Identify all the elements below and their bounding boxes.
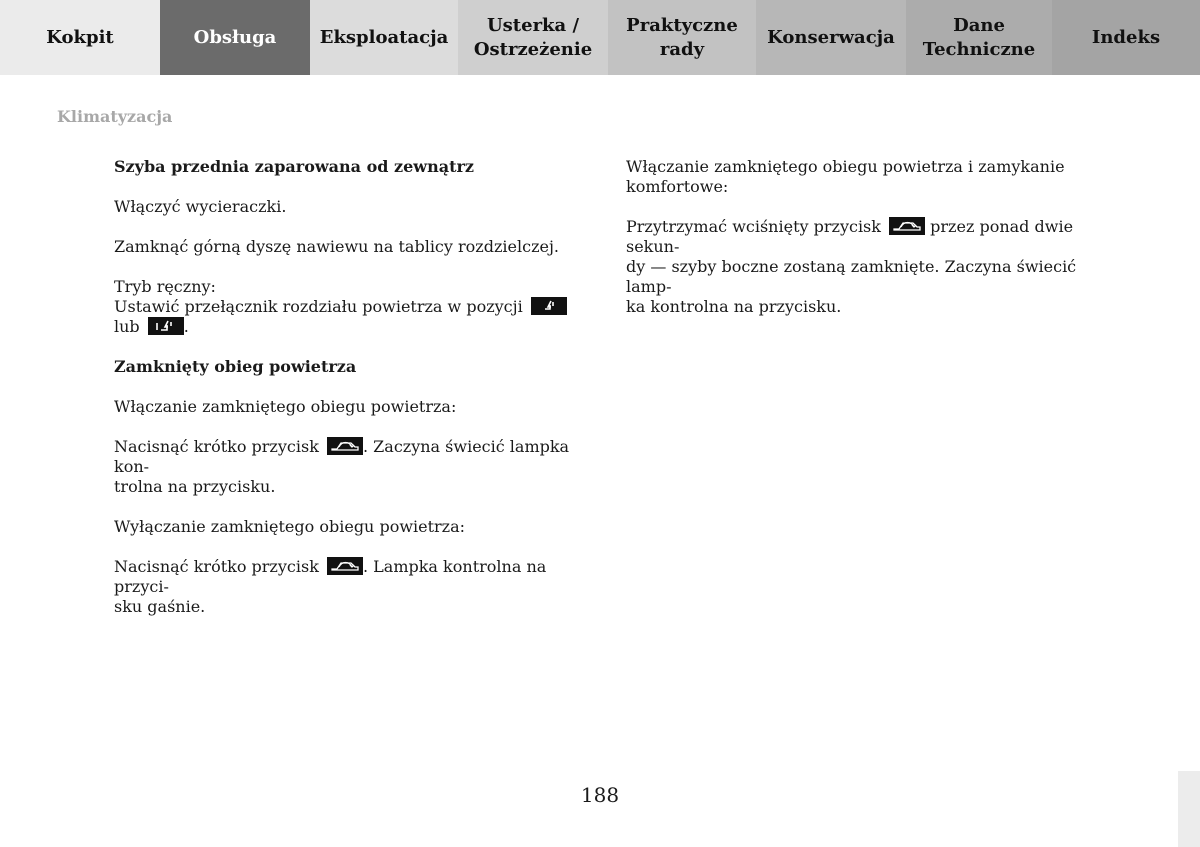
hold-button-text: Przytrzymać wciśnięty przycisk bbox=[626, 217, 881, 236]
paragraph-comfort-closing bbox=[626, 157, 1088, 197]
press-button-text: Nacisnąć krótko przycisk bbox=[114, 437, 319, 456]
lamp-text: ka kontrolna na przycisku. bbox=[626, 297, 842, 316]
paragraph-wipers: Włączyć wycieraczki. bbox=[114, 197, 287, 216]
chapter-tab-usterka[interactable]: Usterka / Ostrzeżenie bbox=[458, 0, 608, 75]
air-distribution-windshield-icon bbox=[531, 297, 567, 315]
chapter-tabs bbox=[0, 0, 1200, 75]
side-windows-text: dy — szyby boczne zostaną zamknięte. Zaczyna świecić lamp- bbox=[626, 257, 1077, 296]
comfort-closing-text-cont: komfortowe: bbox=[626, 177, 729, 196]
lamp-off-text-cont: sku gaśnie. bbox=[114, 597, 206, 616]
chapter-tab-eksploatacja[interactable]: Eksploatacja bbox=[310, 0, 458, 75]
chapter-tab-dane[interactable]: Dane Techniczne bbox=[906, 0, 1052, 75]
manual-mode-text: Ustawić przełącznik rozdziału powietrza w pozycji bbox=[114, 297, 523, 316]
paragraph-press-button-on bbox=[114, 437, 576, 497]
paragraph-close-vent: Zamknąć górną dyszę nawiewu na tablicy rozdzielczej. bbox=[114, 237, 560, 256]
or-label: lub bbox=[114, 317, 140, 336]
lamp-on-text: . Zaczyna świecić lampka kon- bbox=[114, 437, 570, 476]
page-number: 188 bbox=[580, 783, 620, 807]
recirculation-button-icon bbox=[889, 217, 925, 235]
recirculation-button-icon bbox=[327, 557, 363, 575]
chapter-tab-obsługa[interactable]: Obsługa bbox=[160, 0, 310, 75]
paragraph-press-button-off bbox=[114, 557, 576, 617]
section-title: Klimatyzacja bbox=[57, 107, 173, 126]
lamp-on-text-cont: trolna na przycisku. bbox=[114, 477, 276, 496]
chapter-tab-praktyczne[interactable]: Praktyczne rady bbox=[608, 0, 756, 75]
manual-mode-end: . bbox=[183, 317, 189, 336]
left-column bbox=[114, 157, 576, 637]
chapter-tab-kokpit[interactable]: Kokpit bbox=[0, 0, 160, 75]
press-button-text: Nacisnąć krótko przycisk bbox=[114, 557, 319, 576]
comfort-closing-text: Włączanie zamkniętego obiegu powietrza i zamykanie bbox=[626, 157, 1065, 176]
heading-recirculation: Zamknięty obieg powietrza bbox=[114, 357, 357, 376]
paragraph-manual-mode bbox=[114, 277, 576, 337]
manual-mode-label: Tryb ręczny: bbox=[114, 277, 216, 296]
paragraph-recirculation-off: Wyłączanie zamkniętego obiegu powietrza: bbox=[114, 517, 466, 536]
heading-windshield-fogged: Szyba przednia zaparowana od zewnątrz bbox=[114, 157, 474, 176]
chapter-tab-indeks[interactable]: Indeks bbox=[1052, 0, 1200, 75]
chapter-tab-konserwacja[interactable]: Konserwacja bbox=[756, 0, 906, 75]
paragraph-recirculation-on: Włączanie zamkniętego obiegu powietrza: bbox=[114, 397, 457, 416]
lamp-off-text: . Lampka kontrolna na przyci- bbox=[114, 557, 547, 596]
right-column bbox=[626, 157, 1088, 337]
recirculation-button-icon bbox=[327, 437, 363, 455]
hold-duration-text: przez ponad dwie sekun- bbox=[626, 217, 1074, 256]
paragraph-hold-button bbox=[626, 217, 1088, 317]
air-distribution-windshield-footwell-icon bbox=[148, 317, 184, 335]
side-thumb-tab bbox=[1178, 771, 1200, 847]
